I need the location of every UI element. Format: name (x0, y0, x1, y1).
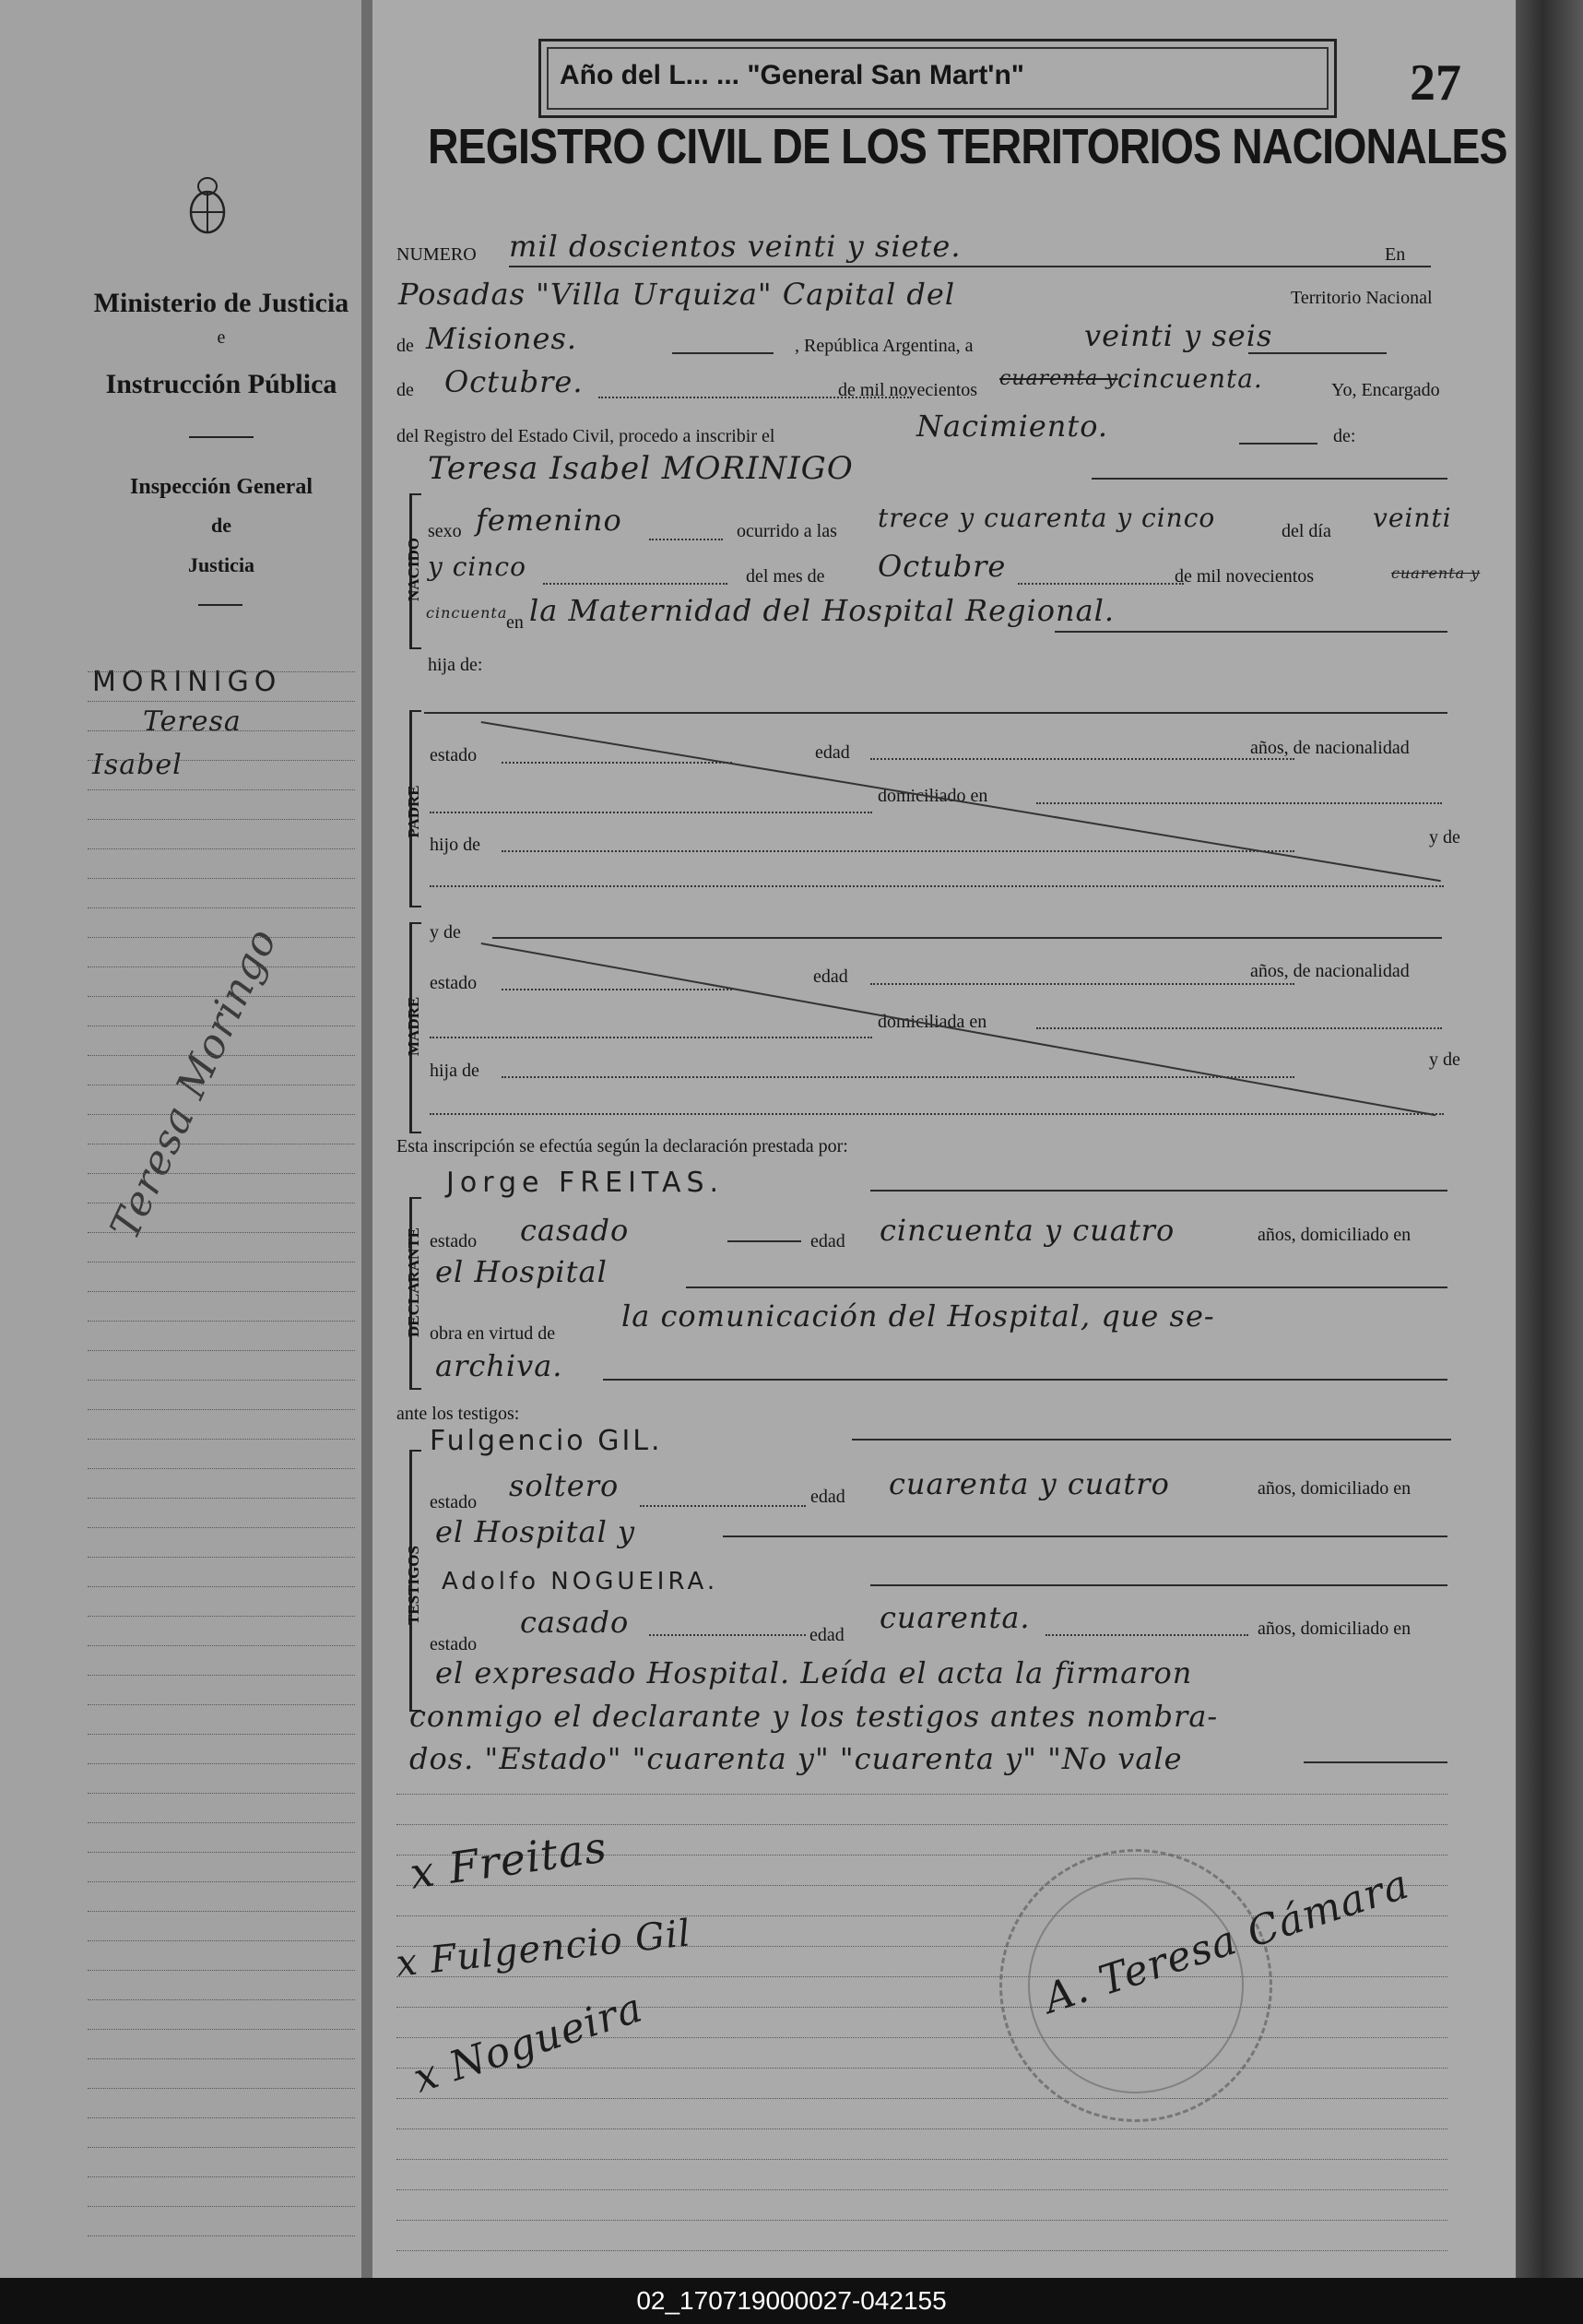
territorio-label: Territorio Nacional (1291, 288, 1433, 308)
testigos-tab: TESTIGOS (405, 1546, 422, 1625)
scan-id: 02_170719000027-042155 (0, 2278, 1583, 2324)
de-mil-label: de mil novecientos (838, 380, 978, 400)
sexo-value: femenino (476, 503, 622, 538)
de-colon-label: de: (1333, 426, 1356, 446)
declarante-nombre: Jorge FREITAS. (446, 1167, 725, 1199)
madre-y-de-label: y de (1429, 1049, 1460, 1070)
testigo2-estado: casado (520, 1605, 630, 1640)
margin-rule (88, 1409, 355, 1410)
signature-rule (396, 1824, 1447, 1825)
divider (198, 604, 242, 606)
padre-anos-label: años, de nacionalidad (1250, 738, 1410, 758)
margin-rule (88, 2088, 355, 2089)
madre-tab: MADRE (405, 996, 422, 1056)
binding-spine (361, 0, 372, 2278)
nacido-nombre: Teresa Isabel MORINIGO (428, 450, 854, 487)
mes-value: Octubre. (444, 364, 584, 399)
testigo2-edad-label: edad (809, 1625, 845, 1645)
testigo1-domicilio: el Hospital y (435, 1514, 636, 1549)
del-mes-label: del mes de (746, 566, 825, 587)
margin-rule (88, 1321, 355, 1322)
margin-rule (88, 1675, 355, 1676)
margin-rule (88, 937, 355, 938)
margin-rule (88, 1439, 355, 1440)
declarante-obra-2: archiva. (435, 1348, 563, 1383)
signature-rule (396, 1794, 1447, 1795)
margin-rule (88, 996, 355, 997)
margin-rule (88, 2029, 355, 2030)
margin-rule (88, 1734, 355, 1735)
territorio-value: Misiones. (426, 321, 578, 356)
signature-rule (396, 2098, 1447, 2099)
declarante-estado: casado (520, 1213, 630, 1248)
margin-rule (88, 1114, 355, 1115)
declarante-obra-label: obra en virtud de (430, 1323, 556, 1344)
divider (189, 436, 254, 438)
declarante-edad: cincuenta y cuatro (880, 1213, 1175, 1248)
yo-label: Yo, Encargado (1331, 380, 1440, 400)
padre-y-de-label: y de (1429, 827, 1460, 848)
madre-edad-label: edad (813, 966, 848, 987)
signature-declarante: x Freitas (407, 1821, 610, 1899)
padre-domiciliado-label: domiciliado en (878, 786, 988, 806)
padre-edad-label: edad (815, 742, 850, 763)
page-title: REGISTRO CIVIL DE LOS TERRITORIOS NACIONALES (428, 119, 1507, 174)
testigo2-estado-label: estado (430, 1634, 478, 1654)
nacido-lugar: la Maternidad del Hospital Regional. (529, 593, 1116, 628)
testigo1-anos-label: años, domiciliado en (1258, 1478, 1412, 1499)
year-stamp-text: Año del L... ... "General San Mart'n" (560, 60, 1024, 90)
margin-rule (88, 730, 355, 731)
madre-hija-label: hija de (430, 1061, 479, 1081)
republica-label: , República Argentina, a (795, 336, 974, 356)
margin-rule (88, 2206, 355, 2207)
margin-rule (88, 907, 355, 908)
madre-y-de-top: y de (430, 922, 461, 943)
signature-rule (396, 2250, 1447, 2251)
signature-rule (396, 2159, 1447, 2160)
testigo1-edad-label: edad (810, 1487, 845, 1507)
testigo1-nombre: Fulgencio GIL. (430, 1425, 663, 1457)
page-number: 27 (1410, 54, 1461, 112)
inspection-de: de (211, 514, 231, 537)
margin-name-first: Teresa (143, 706, 242, 738)
declarante-anos-label: años, domiciliado en (1258, 1225, 1412, 1245)
margin-rule (88, 1262, 355, 1263)
de-label: de (396, 336, 414, 356)
margin-rule (88, 1616, 355, 1617)
margin-rule (88, 848, 355, 849)
margin-rule (88, 1704, 355, 1705)
margin-rule (88, 1291, 355, 1292)
hijo-label: hija de: (428, 655, 483, 675)
testigo1-edad: cuarenta y cuatro (889, 1466, 1170, 1501)
margin-name-surname: MORINIGO (92, 666, 282, 698)
declaracion-intro: Esta inscripción se efectúa según la declaración prestada por: (396, 1136, 848, 1156)
declarante-estado-label: estado (430, 1231, 478, 1251)
margin-signature: Teresa Moringo (101, 920, 287, 1247)
signature-rule (396, 1885, 1447, 1886)
cierre-linea-1: conmigo el declarante y los testigos antes nombra- (409, 1699, 1219, 1734)
margin-rule (88, 1645, 355, 1646)
signature-rule (396, 2068, 1447, 2069)
register-form (372, 0, 1516, 2278)
signature-rule (396, 1976, 1447, 1977)
signature-rule (396, 2128, 1447, 2129)
padre-tab: PADRE (405, 785, 422, 838)
margin-rule (88, 1350, 355, 1351)
margin-rule (88, 789, 355, 790)
margin-rule (88, 1468, 355, 1469)
anio-struck: cuarenta y (999, 367, 1118, 390)
en-label-nacido: en (506, 612, 524, 633)
inspection-line1: Inspección General (130, 475, 313, 499)
padre-estado-label: estado (430, 745, 478, 765)
nacido-tab: NACIDO (405, 538, 422, 601)
testigo2-domicilio: el expresado Hospital. Leída el acta la firmaron (435, 1655, 1193, 1690)
margin-rule (88, 819, 355, 820)
margin-rule (88, 1940, 355, 1941)
ocurrido-label: ocurrido a las (737, 521, 837, 541)
testigo1-estado: soltero (509, 1468, 620, 1503)
anio-value: cincuenta. (1117, 363, 1263, 394)
margin-rule (88, 760, 355, 761)
margin-rule (88, 1999, 355, 2000)
book-edge (1516, 0, 1583, 2278)
margin-rule (88, 1586, 355, 1587)
margin-rule (88, 1822, 355, 1823)
madre-estado-label: estado (430, 973, 478, 993)
testigo1-estado-label: estado (430, 1492, 478, 1512)
nacido-de-mil-label: de mil novecientos (1175, 566, 1315, 587)
lugar-value: Posadas "Villa Urquiza" Capital del (398, 277, 956, 312)
ministry-line1: Ministerio de Justicia (93, 288, 349, 318)
testigo2-anos-label: años, domiciliado en (1258, 1618, 1412, 1639)
del-dia-label: del día (1282, 521, 1331, 541)
margin-rule (88, 1380, 355, 1381)
margin-rule (88, 1911, 355, 1912)
coat-of-arms-icon (184, 166, 230, 240)
testigo2-edad: cuarenta. (880, 1600, 1031, 1635)
margin-rule (88, 2235, 355, 2236)
numero-label: NUMERO (396, 244, 477, 265)
madre-domiciliada-label: domiciliada en (878, 1012, 987, 1032)
margin-rule (88, 1203, 355, 1204)
cierre-linea-2: dos. "Estado" "cuarenta y" "cuarenta y" "No vale (409, 1741, 1183, 1776)
left-column (0, 0, 361, 2278)
margin-rule (88, 2058, 355, 2059)
margin-rule (88, 878, 355, 879)
declarante-edad-label: edad (810, 1231, 845, 1251)
inspection-line2: Justicia (187, 553, 255, 576)
declarante-tab: DECLARANTE (405, 1227, 422, 1337)
testigos-intro: ante los testigos: (396, 1404, 520, 1424)
en-label: En (1385, 244, 1406, 265)
ministry-line2: Instrucción Pública (105, 369, 337, 399)
margin-rule (88, 1055, 355, 1056)
signature-testigo1: x Fulgencio Gil (394, 1912, 693, 1986)
margin-rule (88, 1763, 355, 1764)
dia-value-2: y cinco (428, 551, 526, 582)
signature-official: A. Teresa Cámara (1038, 1860, 1415, 2023)
nacido-anio: cincuenta (426, 604, 508, 622)
signature-rule (396, 2189, 1447, 2190)
ministry-e: e (217, 327, 226, 348)
acto-value: Nacimiento. (916, 409, 1109, 444)
margin-rule (88, 2147, 355, 2148)
margin-rule (88, 701, 355, 702)
margin-rule (88, 1793, 355, 1794)
margin-rule (88, 1498, 355, 1499)
numero-value: mil doscientos veinti y siete. (509, 229, 962, 264)
dia-value-1: veinti (1373, 503, 1452, 533)
de2-label: de (396, 380, 414, 400)
margin-rule (88, 1970, 355, 1971)
signature-rule (396, 2220, 1447, 2221)
dia-value: veinti y seis (1084, 318, 1273, 353)
signature-rule (396, 2007, 1447, 2008)
hora-value: trece y cuarenta y cinco (878, 503, 1216, 533)
declarante-domicilio: el Hospital (435, 1254, 608, 1289)
margin-rule (88, 1557, 355, 1558)
margin-rule (88, 966, 355, 967)
declarante-obra-1: la comunicación del Hospital, que se- (621, 1298, 1215, 1334)
margin-name-second: Isabel (92, 749, 183, 781)
margin-rule (88, 1881, 355, 1882)
margin-rule (88, 2117, 355, 2118)
madre-anos-label: años, de nacionalidad (1250, 961, 1410, 981)
margin-rule (88, 1173, 355, 1174)
nacido-anio-struck: cuarenta y (1391, 564, 1481, 582)
signature-testigo2: x Nogueira (408, 1984, 649, 2103)
sexo-label: sexo (428, 521, 462, 541)
margin-rule (88, 1232, 355, 1233)
margin-rule (88, 2176, 355, 2177)
year-stamp (538, 39, 1337, 118)
padre-hijo-label: hijo de (430, 835, 480, 855)
margin-rule (88, 1852, 355, 1853)
margin-rule (88, 671, 355, 672)
nacido-mes: Octubre (878, 549, 1007, 584)
registro-label: del Registro del Estado Civil, procedo a inscribir el (396, 426, 775, 446)
margin-rule (88, 1527, 355, 1528)
testigo2-nombre: Adolfo NOGUEIRA. (442, 1568, 719, 1595)
